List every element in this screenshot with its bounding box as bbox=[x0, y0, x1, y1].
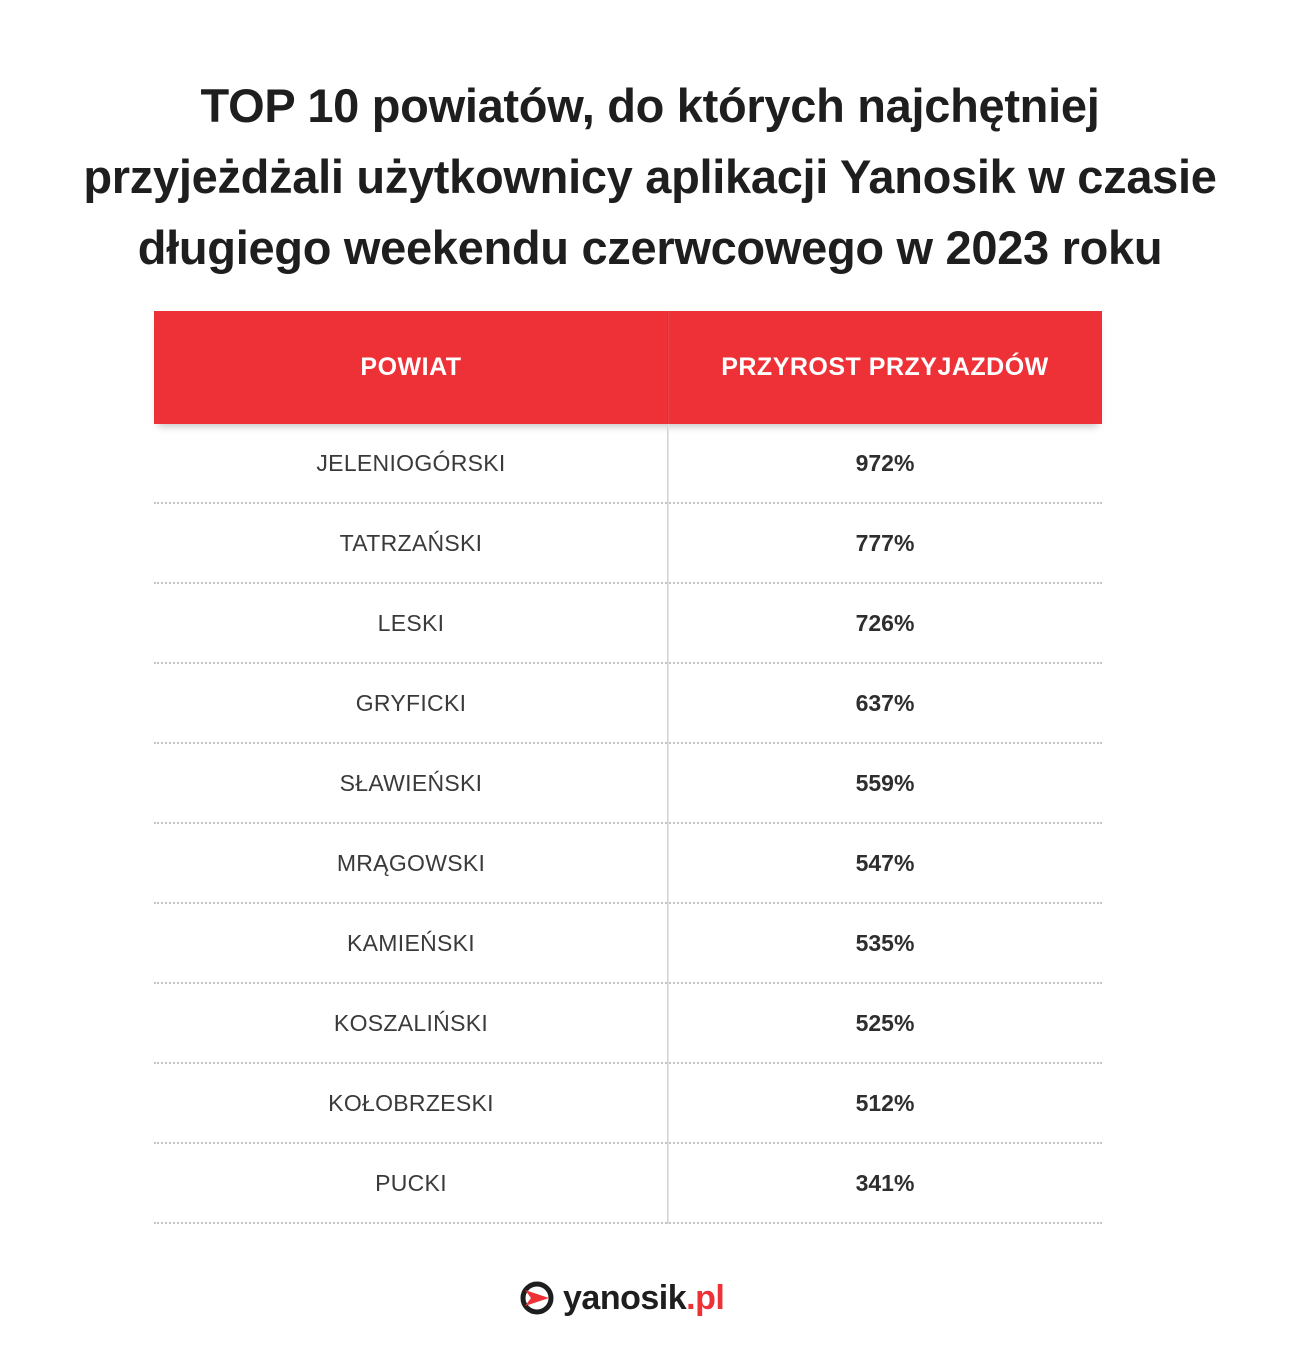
table-row bbox=[154, 504, 1102, 584]
table-row bbox=[154, 904, 1102, 984]
title-line-1: TOP 10 powiatów, do których najchętniej bbox=[200, 79, 1100, 132]
brand-logo bbox=[519, 1278, 724, 1318]
cell-przyrost: 637% bbox=[855, 689, 915, 716]
logo-text bbox=[563, 1279, 724, 1318]
table-row bbox=[154, 424, 1102, 504]
logo-name: yanosik bbox=[563, 1278, 687, 1317]
page-title bbox=[40, 70, 1260, 283]
cell-powiat: GRYFICKI bbox=[355, 689, 467, 716]
cell-powiat: TATRZAŃSKI bbox=[339, 529, 483, 556]
title-line-3: długiego weekendu czerwcowego w 2023 roku bbox=[137, 221, 1163, 274]
ranking-table bbox=[154, 311, 1102, 1224]
logo-tld: .pl bbox=[686, 1278, 725, 1317]
cell-powiat: LESKI bbox=[377, 609, 445, 636]
cell-przyrost: 535% bbox=[855, 929, 915, 956]
title-line-2: przyjeżdżali użytkownicy aplikacji Yanosik w czasie bbox=[83, 150, 1217, 203]
table-body bbox=[154, 424, 1102, 1224]
header-column-divider bbox=[667, 311, 669, 424]
cell-powiat: SŁAWIEŃSKI bbox=[339, 769, 483, 796]
table-row bbox=[154, 824, 1102, 904]
table-row bbox=[154, 744, 1102, 824]
cell-przyrost: 972% bbox=[855, 449, 915, 476]
column-header-powiat: POWIAT bbox=[360, 353, 462, 381]
table-row bbox=[154, 1144, 1102, 1224]
yanosik-logo-icon bbox=[519, 1280, 555, 1316]
cell-powiat: MRĄGOWSKI bbox=[336, 849, 486, 876]
cell-przyrost: 525% bbox=[855, 1009, 915, 1036]
cell-powiat: JELENIOGÓRSKI bbox=[316, 449, 506, 476]
cell-przyrost: 559% bbox=[855, 769, 915, 796]
cell-przyrost: 777% bbox=[855, 529, 915, 556]
table-row bbox=[154, 1064, 1102, 1144]
cell-powiat: KOŁOBRZESKI bbox=[328, 1089, 494, 1116]
table-row bbox=[154, 584, 1102, 664]
cell-przyrost: 547% bbox=[855, 849, 915, 876]
table-row bbox=[154, 984, 1102, 1064]
table-header bbox=[154, 311, 1102, 424]
cell-przyrost: 512% bbox=[855, 1089, 915, 1116]
cell-przyrost: 726% bbox=[855, 609, 915, 636]
cell-przyrost: 341% bbox=[855, 1169, 915, 1196]
column-header-przyrost: PRZYROST PRZYJAZDÓW bbox=[721, 353, 1049, 381]
table-row bbox=[154, 664, 1102, 744]
cell-powiat: PUCKI bbox=[375, 1169, 447, 1196]
cell-powiat: KOSZALIŃSKI bbox=[333, 1009, 489, 1036]
cell-powiat: KAMIEŃSKI bbox=[347, 929, 475, 956]
